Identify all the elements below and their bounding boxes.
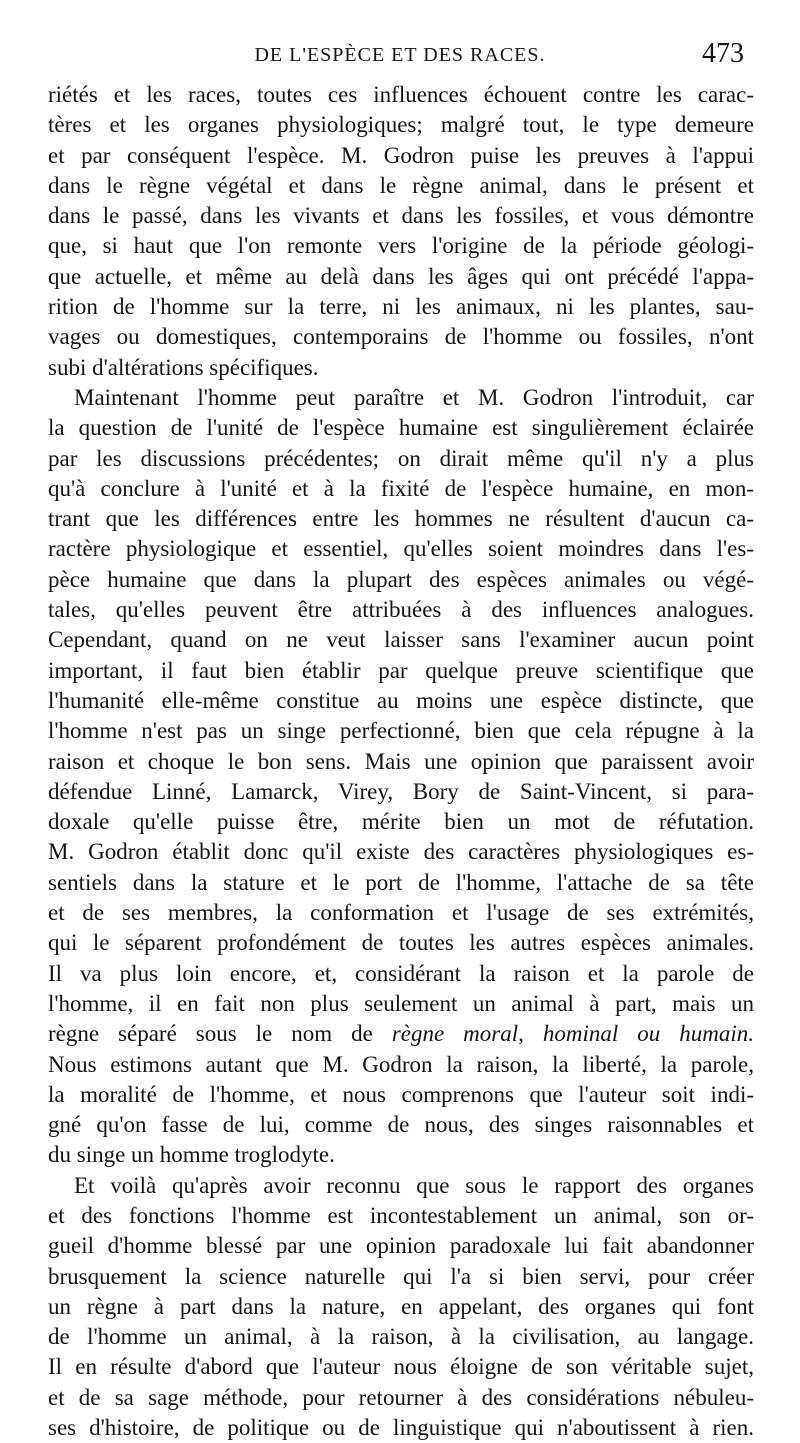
text-line: vages ou domestiques, contemporains de l'homme ou fossiles, n'ont [48, 324, 754, 350]
text-line: sentiels dans la stature et le port de l'homme, l'attache de sa tête [48, 869, 754, 895]
text-line: qui le séparent profondément de toutes les autres espèces animales. [48, 930, 754, 956]
text-line: gné qu'on fasse de lui, comme de nous, des singes raisonnables et [48, 1112, 754, 1138]
italic-term: règne moral, hominal ou humain. [391, 1021, 754, 1047]
text-line: Nous estimons autant que M. Godron la raison, la liberté, la parole, [48, 1051, 754, 1077]
text-line: l'homme, il en fait non plus seulement un animal à part, mais un [48, 990, 754, 1016]
text-line: rition de l'homme sur la terre, ni les animaux, ni les plantes, sau- [48, 294, 754, 320]
text-line: ses d'histoire, de politique ou de linguistique qui n'aboutissent à rien. [48, 1415, 754, 1441]
text-segment: règne séparé sous le nom de [48, 1021, 392, 1047]
text-line: du singe un homme troglodyte. [48, 1142, 335, 1168]
text-line: pèce humaine que dans la plupart des espèces animales ou végé- [48, 566, 754, 592]
text-line: Et voilà qu'après avoir reconnu que sous le rapport des organes [74, 1172, 754, 1198]
page-number: 473 [702, 38, 744, 69]
text-line: dans le passé, dans les vivants et dans les fossiles, et vous démontre [48, 203, 754, 229]
text-line: subi d'altérations spécifiques. [48, 354, 319, 380]
paragraph-3 [48, 1171, 754, 1443]
text-line: et de sa sage méthode, pour retourner à des considérations nébuleu- [48, 1384, 754, 1410]
text-line: et par conséquent l'espèce. M. Godron puise les preuves à l'appui [48, 142, 754, 168]
text-line: raison et choque le bon sens. Mais une opinion que paraissent avoir [48, 748, 754, 774]
text-line: Cependant, quand on ne veut laisser sans l'examiner aucun point [48, 627, 754, 653]
body-text [48, 80, 754, 1443]
paragraph-1 [48, 80, 754, 383]
text-line: tères et les organes physiologiques; malgré tout, le type demeure [48, 112, 754, 138]
paragraph-2 [48, 383, 754, 1171]
text-line: Maintenant l'homme peut paraître et M. Godron l'introduit, car [74, 384, 754, 410]
text-line: la question de l'unité de l'espèce humaine est singulièrement éclairée [48, 415, 754, 441]
text-line: Il en résulte d'abord que l'auteur nous éloigne de son véritable sujet, [48, 1354, 754, 1380]
text-line: et de ses membres, la conformation et l'usage de ses extrémités, [48, 900, 754, 926]
text-line: que, si haut que l'on remonte vers l'origine de la période géologi- [48, 233, 754, 259]
text-line: l'humanité elle-même constitue au moins une espèce distincte, que [48, 687, 754, 713]
text-line: défendue Linné, Lamarck, Virey, Bory de Saint-Vincent, si para- [48, 778, 754, 804]
text-line: de l'homme un animal, à la raison, à la civilisation, au langage. [48, 1324, 754, 1350]
running-title: DE L'ESPÈCE ET DES RACES. [254, 44, 546, 66]
text-line: gueil d'homme blessé par une opinion paradoxale lui fait abandonner [48, 1233, 754, 1259]
text-line: un règne à part dans la nature, en appelant, des organes qui font [48, 1293, 754, 1319]
text-line-with-italic [48, 1019, 754, 1049]
text-line: l'homme n'est pas un singe perfectionné, bien que cela répugne à la [48, 718, 754, 744]
text-line: et des fonctions l'homme est incontestablement un animal, son or- [48, 1202, 754, 1228]
text-line: brusquement la science naturelle qui l'a si bien servi, pour créer [48, 1263, 754, 1289]
text-line: important, il faut bien établir par quelque preuve scientifique que [48, 657, 754, 683]
text-line: qu'à conclure à l'unité et à la fixité de l'espèce humaine, en mon- [48, 475, 754, 501]
text-line: doxale qu'elle puisse être, mérite bien un mot de réfutation. [48, 809, 754, 835]
text-line: Il va plus loin encore, et, considérant la raison et la parole de [48, 960, 754, 986]
text-line: M. Godron établit donc qu'il existe des caractères physiologiques es- [48, 839, 754, 865]
text-line: tales, qu'elles peuvent être attribuées à des influences analogues. [48, 597, 754, 623]
text-line: dans le règne végétal et dans le règne animal, dans le présent et [48, 172, 754, 198]
text-line: trant que les différences entre les hommes ne résultent d'aucun ca- [48, 506, 754, 532]
text-line: ractère physiologique et essentiel, qu'elles soient moindres dans l'es- [48, 536, 754, 562]
text-line: la moralité de l'homme, et nous comprenons que l'auteur soit indi- [48, 1081, 754, 1107]
text-line: par les discussions précédentes; on dirait même qu'il n'y a plus [48, 445, 754, 471]
text-line: que actuelle, et même au delà dans les âges qui ont précédé l'appa- [48, 263, 754, 289]
text-line: riétés et les races, toutes ces influences échouent contre les carac- [48, 82, 754, 107]
page-header [48, 38, 752, 72]
